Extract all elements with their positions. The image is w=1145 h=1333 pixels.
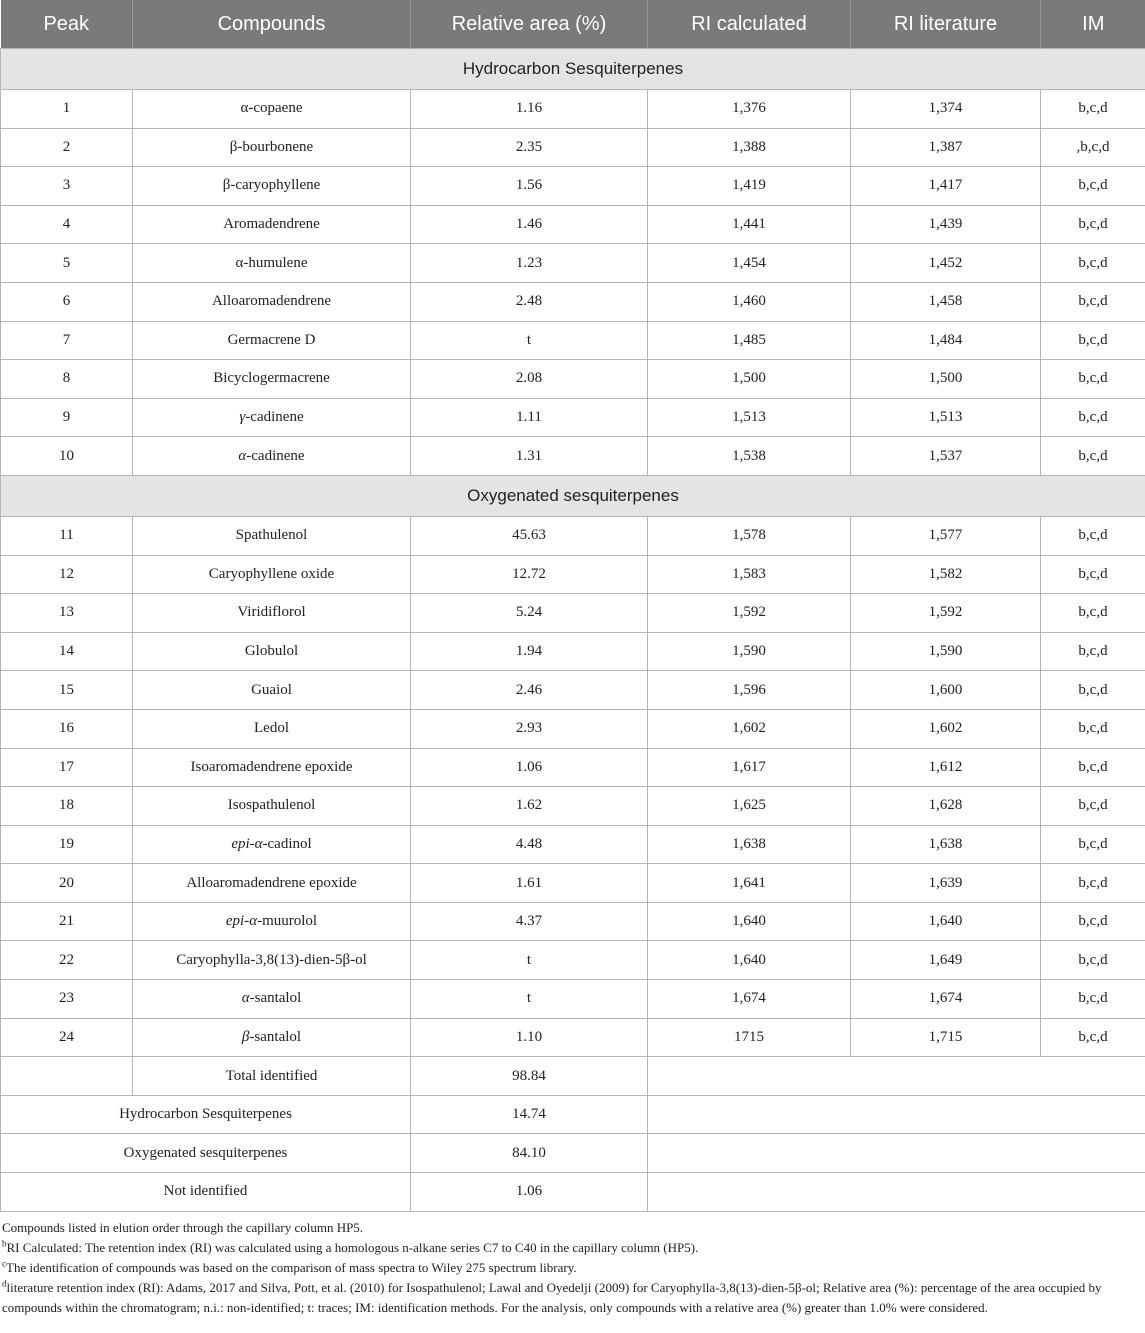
total-blank-cell xyxy=(648,1057,1145,1096)
relative-area-cell: 2.35 xyxy=(411,128,648,167)
relative-area-cell: 2.93 xyxy=(411,709,648,748)
compound-cell xyxy=(133,1018,411,1057)
compound-name: -muurolol xyxy=(257,913,318,930)
im-cell: b,c,d xyxy=(1041,941,1145,980)
table-row xyxy=(1,555,1145,594)
peak-cell: 9 xyxy=(1,398,133,437)
relative-area-cell: 1.46 xyxy=(411,205,648,244)
ri-calculated-cell: 1,592 xyxy=(648,594,851,633)
ri-literature-cell: 1,612 xyxy=(851,748,1041,787)
table-row xyxy=(1,594,1145,633)
ri-literature-cell: 1,582 xyxy=(851,555,1041,594)
header-ri-calculated: RI calculated xyxy=(648,0,851,49)
peak-cell: 6 xyxy=(1,282,133,321)
compound-name: Germacrene D xyxy=(227,331,316,348)
im-cell: b,c,d xyxy=(1041,980,1145,1019)
im-cell: b,c,d xyxy=(1041,864,1145,903)
im-cell: b,c,d xyxy=(1041,90,1145,129)
ri-literature-cell: 1,639 xyxy=(851,864,1041,903)
summary-label: Hydrocarbon Sesquiterpenes xyxy=(1,1095,411,1134)
peak-cell: 24 xyxy=(1,1018,133,1057)
relative-area-cell: 12.72 xyxy=(411,555,648,594)
im-cell: b,c,d xyxy=(1041,205,1145,244)
relative-area-cell: 2.48 xyxy=(411,282,648,321)
im-cell: b,c,d xyxy=(1041,902,1145,941)
ri-calculated-cell: 1,500 xyxy=(648,360,851,399)
table-row xyxy=(1,90,1145,129)
footnote-elution-order: Compounds listed in elution order through the capillary column HP5. xyxy=(2,1219,364,1235)
header-row xyxy=(1,0,1145,49)
ri-literature-cell: 1,649 xyxy=(851,941,1041,980)
table-row xyxy=(1,360,1145,399)
compound-cell xyxy=(133,825,411,864)
table-row xyxy=(1,864,1145,903)
compound-name: -cadinene xyxy=(246,447,305,464)
compound-name: Caryophyllene oxide xyxy=(208,565,335,582)
table-row xyxy=(1,787,1145,826)
peak-cell: 21 xyxy=(1,902,133,941)
im-cell: b,c,d xyxy=(1041,516,1145,555)
table-row xyxy=(1,632,1145,671)
im-cell: b,c,d xyxy=(1041,244,1145,283)
table-row xyxy=(1,980,1145,1019)
compound-cell xyxy=(133,516,411,555)
ri-literature-cell: 1,600 xyxy=(851,671,1041,710)
total-value: 98.84 xyxy=(411,1057,648,1096)
compound-cell xyxy=(133,90,411,129)
compound-prefix: epi-α xyxy=(231,835,263,852)
compound-cell xyxy=(133,902,411,941)
summary-row xyxy=(1,1173,1145,1212)
ri-calculated-cell: 1,617 xyxy=(648,748,851,787)
ri-calculated-cell: 1,578 xyxy=(648,516,851,555)
compound-cell xyxy=(133,980,411,1019)
compound-cell xyxy=(133,632,411,671)
compound-cell xyxy=(133,787,411,826)
ri-calculated-cell: 1,441 xyxy=(648,205,851,244)
footnote-ri-calculated: $^b$RI Calculated: The retention index (RI) was calculated using a homologous n-alkane series C7 to C40 in the capillary column (HP5). xyxy=(2,1238,699,1255)
peak-cell: 4 xyxy=(1,205,133,244)
relative-area-cell: t xyxy=(411,941,648,980)
table-row xyxy=(1,902,1145,941)
compound-cell xyxy=(133,167,411,206)
summary-blank-cell xyxy=(648,1173,1145,1212)
summary-value: 1.06 xyxy=(411,1173,648,1212)
compound-cell xyxy=(133,282,411,321)
im-cell: b,c,d xyxy=(1041,437,1145,476)
ri-calculated-cell: 1,388 xyxy=(648,128,851,167)
im-cell: b,c,d xyxy=(1041,282,1145,321)
total-row xyxy=(1,1057,1145,1096)
table-footnotes xyxy=(0,1212,1145,1318)
summary-label: Not identified xyxy=(1,1173,411,1212)
compound-name: Isospathulenol xyxy=(227,797,316,814)
header-ri-literature: RI literature xyxy=(851,0,1041,49)
ri-literature-cell: 1,628 xyxy=(851,787,1041,826)
ri-calculated-cell: 1,485 xyxy=(648,321,851,360)
compound-name: Alloaromadendrene xyxy=(211,293,332,310)
ri-literature-cell: 1,674 xyxy=(851,980,1041,1019)
im-cell: b,c,d xyxy=(1041,671,1145,710)
compound-name: -cadinene xyxy=(245,409,304,426)
im-cell: b,c,d xyxy=(1041,360,1145,399)
table-row xyxy=(1,941,1145,980)
im-cell: b,c,d xyxy=(1041,787,1145,826)
compound-name: β-bourbonene xyxy=(229,138,314,155)
table-row xyxy=(1,437,1145,476)
compound-name: Spathulenol xyxy=(235,527,308,544)
relative-area-cell: 1.11 xyxy=(411,398,648,437)
compound-name: α-copaene xyxy=(240,100,303,117)
relative-area-cell: 45.63 xyxy=(411,516,648,555)
peak-cell: 19 xyxy=(1,825,133,864)
peak-cell: 15 xyxy=(1,671,133,710)
compound-name: Aromadendrene xyxy=(223,216,320,233)
peak-cell: 7 xyxy=(1,321,133,360)
relative-area-cell: 2.08 xyxy=(411,360,648,399)
ri-calculated-cell: 1,590 xyxy=(648,632,851,671)
ri-literature-cell: 1,602 xyxy=(851,709,1041,748)
peak-cell: 2 xyxy=(1,128,133,167)
compound-prefix: epi-α xyxy=(225,913,258,930)
compound-cell xyxy=(133,748,411,787)
im-cell: b,c,d xyxy=(1041,321,1145,360)
summary-blank-cell xyxy=(648,1134,1145,1173)
compound-cell xyxy=(133,864,411,903)
peak-cell: 1 xyxy=(1,90,133,129)
im-cell: b,c,d xyxy=(1041,632,1145,671)
summary-value: 84.10 xyxy=(411,1134,648,1173)
ri-literature-cell: 1,439 xyxy=(851,205,1041,244)
ri-literature-cell: 1,537 xyxy=(851,437,1041,476)
ri-literature-cell: 1,590 xyxy=(851,632,1041,671)
table-row xyxy=(1,825,1145,864)
compound-name: Bicyclogermacrene xyxy=(213,370,330,387)
table-row xyxy=(1,516,1145,555)
table-row xyxy=(1,205,1145,244)
relative-area-cell: 2.46 xyxy=(411,671,648,710)
table-row xyxy=(1,321,1145,360)
peak-cell: 16 xyxy=(1,709,133,748)
relative-area-cell: 1.62 xyxy=(411,787,648,826)
ri-calculated-cell: 1,640 xyxy=(648,902,851,941)
ri-literature-cell: 1,452 xyxy=(851,244,1041,283)
summary-value: 14.74 xyxy=(411,1095,648,1134)
ri-calculated-cell: 1,625 xyxy=(648,787,851,826)
total-empty-cell xyxy=(1,1057,133,1096)
summary-row xyxy=(1,1134,1145,1173)
relative-area-cell: 4.48 xyxy=(411,825,648,864)
compound-cell xyxy=(133,437,411,476)
compound-prefix: γ xyxy=(239,409,246,426)
im-cell: b,c,d xyxy=(1041,398,1145,437)
compound-prefix: α xyxy=(241,990,250,1007)
relative-area-cell: 1.10 xyxy=(411,1018,648,1057)
compound-cell xyxy=(133,594,411,633)
peak-cell: 17 xyxy=(1,748,133,787)
peak-cell: 14 xyxy=(1,632,133,671)
compound-name: -santalol xyxy=(249,990,302,1007)
section-row xyxy=(1,49,1145,90)
relative-area-cell: t xyxy=(411,321,648,360)
im-cell: b,c,d xyxy=(1041,748,1145,787)
header-im: IM xyxy=(1041,0,1145,49)
relative-area-cell: 1.94 xyxy=(411,632,648,671)
compound-cell xyxy=(133,398,411,437)
ri-literature-cell: 1,715 xyxy=(851,1018,1041,1057)
header-compounds: Compounds xyxy=(133,0,411,49)
ri-literature-cell: 1,500 xyxy=(851,360,1041,399)
compound-name: Ledol xyxy=(254,720,289,737)
compound-cell xyxy=(133,128,411,167)
ri-literature-cell: 1,577 xyxy=(851,516,1041,555)
ri-literature-cell: 1,513 xyxy=(851,398,1041,437)
ri-calculated-cell: 1,376 xyxy=(648,90,851,129)
ri-literature-cell: 1,592 xyxy=(851,594,1041,633)
summary-label: Oxygenated sesquiterpenes xyxy=(1,1134,411,1173)
im-cell: b,c,d xyxy=(1041,709,1145,748)
im-cell: b,c,d xyxy=(1041,594,1145,633)
compound-cell xyxy=(133,244,411,283)
table-row xyxy=(1,1018,1145,1057)
table-body xyxy=(1,49,1145,1212)
im-cell: b,c,d xyxy=(1041,1018,1145,1057)
ri-calculated-cell: 1,641 xyxy=(648,864,851,903)
footnote-identification: $^c$The identification of compounds was based on the comparison of mass spectra to Wiley 275 spectrum library. xyxy=(2,1258,577,1275)
ri-literature-cell: 1,387 xyxy=(851,128,1041,167)
ri-calculated-cell: 1,583 xyxy=(648,555,851,594)
section-row xyxy=(1,475,1145,516)
compound-prefix: α xyxy=(238,447,247,464)
compound-name: β-caryophyllene xyxy=(222,177,321,194)
header-relative-area: Relative area (%) xyxy=(411,0,648,49)
relative-area-cell: t xyxy=(411,980,648,1019)
ri-calculated-cell: 1,454 xyxy=(648,244,851,283)
peak-cell: 5 xyxy=(1,244,133,283)
table-row xyxy=(1,282,1145,321)
peak-cell: 8 xyxy=(1,360,133,399)
relative-area-cell: 1.56 xyxy=(411,167,648,206)
peak-cell: 10 xyxy=(1,437,133,476)
compound-name: α-humulene xyxy=(235,254,308,271)
table-row xyxy=(1,709,1145,748)
compound-cell xyxy=(133,360,411,399)
table-row xyxy=(1,244,1145,283)
im-cell: b,c,d xyxy=(1041,825,1145,864)
relative-area-cell: 1.23 xyxy=(411,244,648,283)
ri-calculated-cell: 1,419 xyxy=(648,167,851,206)
im-cell: b,c,d xyxy=(1041,167,1145,206)
ri-calculated-cell: 1,596 xyxy=(648,671,851,710)
ri-literature-cell: 1,484 xyxy=(851,321,1041,360)
compound-name: Viridiflorol xyxy=(237,604,306,621)
compound-name: -cadinol xyxy=(262,835,312,852)
summary-row xyxy=(1,1095,1145,1134)
compound-name: Alloaromadendrene epoxide xyxy=(186,874,357,891)
peak-cell: 13 xyxy=(1,594,133,633)
table-row xyxy=(1,748,1145,787)
peak-cell: 20 xyxy=(1,864,133,903)
compound-cell xyxy=(133,671,411,710)
peak-cell: 22 xyxy=(1,941,133,980)
ri-calculated-cell: 1,640 xyxy=(648,941,851,980)
relative-area-cell: 5.24 xyxy=(411,594,648,633)
ri-calculated-cell: 1,538 xyxy=(648,437,851,476)
compound-name: -santalol xyxy=(249,1028,302,1045)
relative-area-cell: 1.16 xyxy=(411,90,648,129)
compound-cell xyxy=(133,321,411,360)
summary-blank-cell xyxy=(648,1095,1145,1134)
compound-name: Globulol xyxy=(244,643,299,660)
total-label: Total identified xyxy=(133,1057,411,1096)
relative-area-cell: 1.31 xyxy=(411,437,648,476)
ri-literature-cell: 1,638 xyxy=(851,825,1041,864)
ri-calculated-cell: 1715 xyxy=(648,1018,851,1057)
compound-name: Guaiol xyxy=(251,681,292,698)
compound-cell xyxy=(133,205,411,244)
ri-literature-cell: 1,458 xyxy=(851,282,1041,321)
relative-area-cell: 4.37 xyxy=(411,902,648,941)
table-row xyxy=(1,167,1145,206)
ri-calculated-cell: 1,460 xyxy=(648,282,851,321)
im-cell: b,c,d xyxy=(1041,555,1145,594)
ri-literature-cell: 1,640 xyxy=(851,902,1041,941)
section-title: Hydrocarbon Sesquiterpenes xyxy=(1,49,1145,90)
ri-calculated-cell: 1,638 xyxy=(648,825,851,864)
peak-cell: 11 xyxy=(1,516,133,555)
compound-cell xyxy=(133,941,411,980)
ri-calculated-cell: 1,513 xyxy=(648,398,851,437)
header-peak: Peak xyxy=(1,0,133,49)
table-row xyxy=(1,398,1145,437)
peak-cell: 23 xyxy=(1,980,133,1019)
im-cell: ,b,c,d xyxy=(1041,128,1145,167)
relative-area-cell: 1.06 xyxy=(411,748,648,787)
footnote-literature-ri: $^d$literature retention index (RI): Adams, 2017 and Silva, Pott, et al. (2010) for Isospathulenol; Lawal and Oyedelji (2009) for Caryophylla-3,8(13)-dien-5β-ol; Relative area (%): percentage of the area occupied by compounds within the chromatogram; n.i.: non-identified; t: traces; IM: identification methods. For the analysis, only compounds with a relative area (%) greater than 1.0% were considered. xyxy=(2,1278,1102,1315)
peak-cell: 12 xyxy=(1,555,133,594)
ri-calculated-cell: 1,674 xyxy=(648,980,851,1019)
compound-cell xyxy=(133,709,411,748)
section-title: Oxygenated sesquiterpenes xyxy=(1,475,1145,516)
ri-literature-cell: 1,417 xyxy=(851,167,1041,206)
ri-calculated-cell: 1,602 xyxy=(648,709,851,748)
relative-area-cell: 1.61 xyxy=(411,864,648,903)
peak-cell: 3 xyxy=(1,167,133,206)
compound-prefix: β xyxy=(241,1028,250,1045)
peak-cell: 18 xyxy=(1,787,133,826)
compound-name: Isoaromadendrene epoxide xyxy=(190,758,353,775)
compound-cell xyxy=(133,555,411,594)
compound-name: Caryophylla-3,8(13)-dien-5β-ol xyxy=(176,951,367,968)
ri-literature-cell: 1,374 xyxy=(851,90,1041,129)
table-row xyxy=(1,671,1145,710)
table-row xyxy=(1,128,1145,167)
